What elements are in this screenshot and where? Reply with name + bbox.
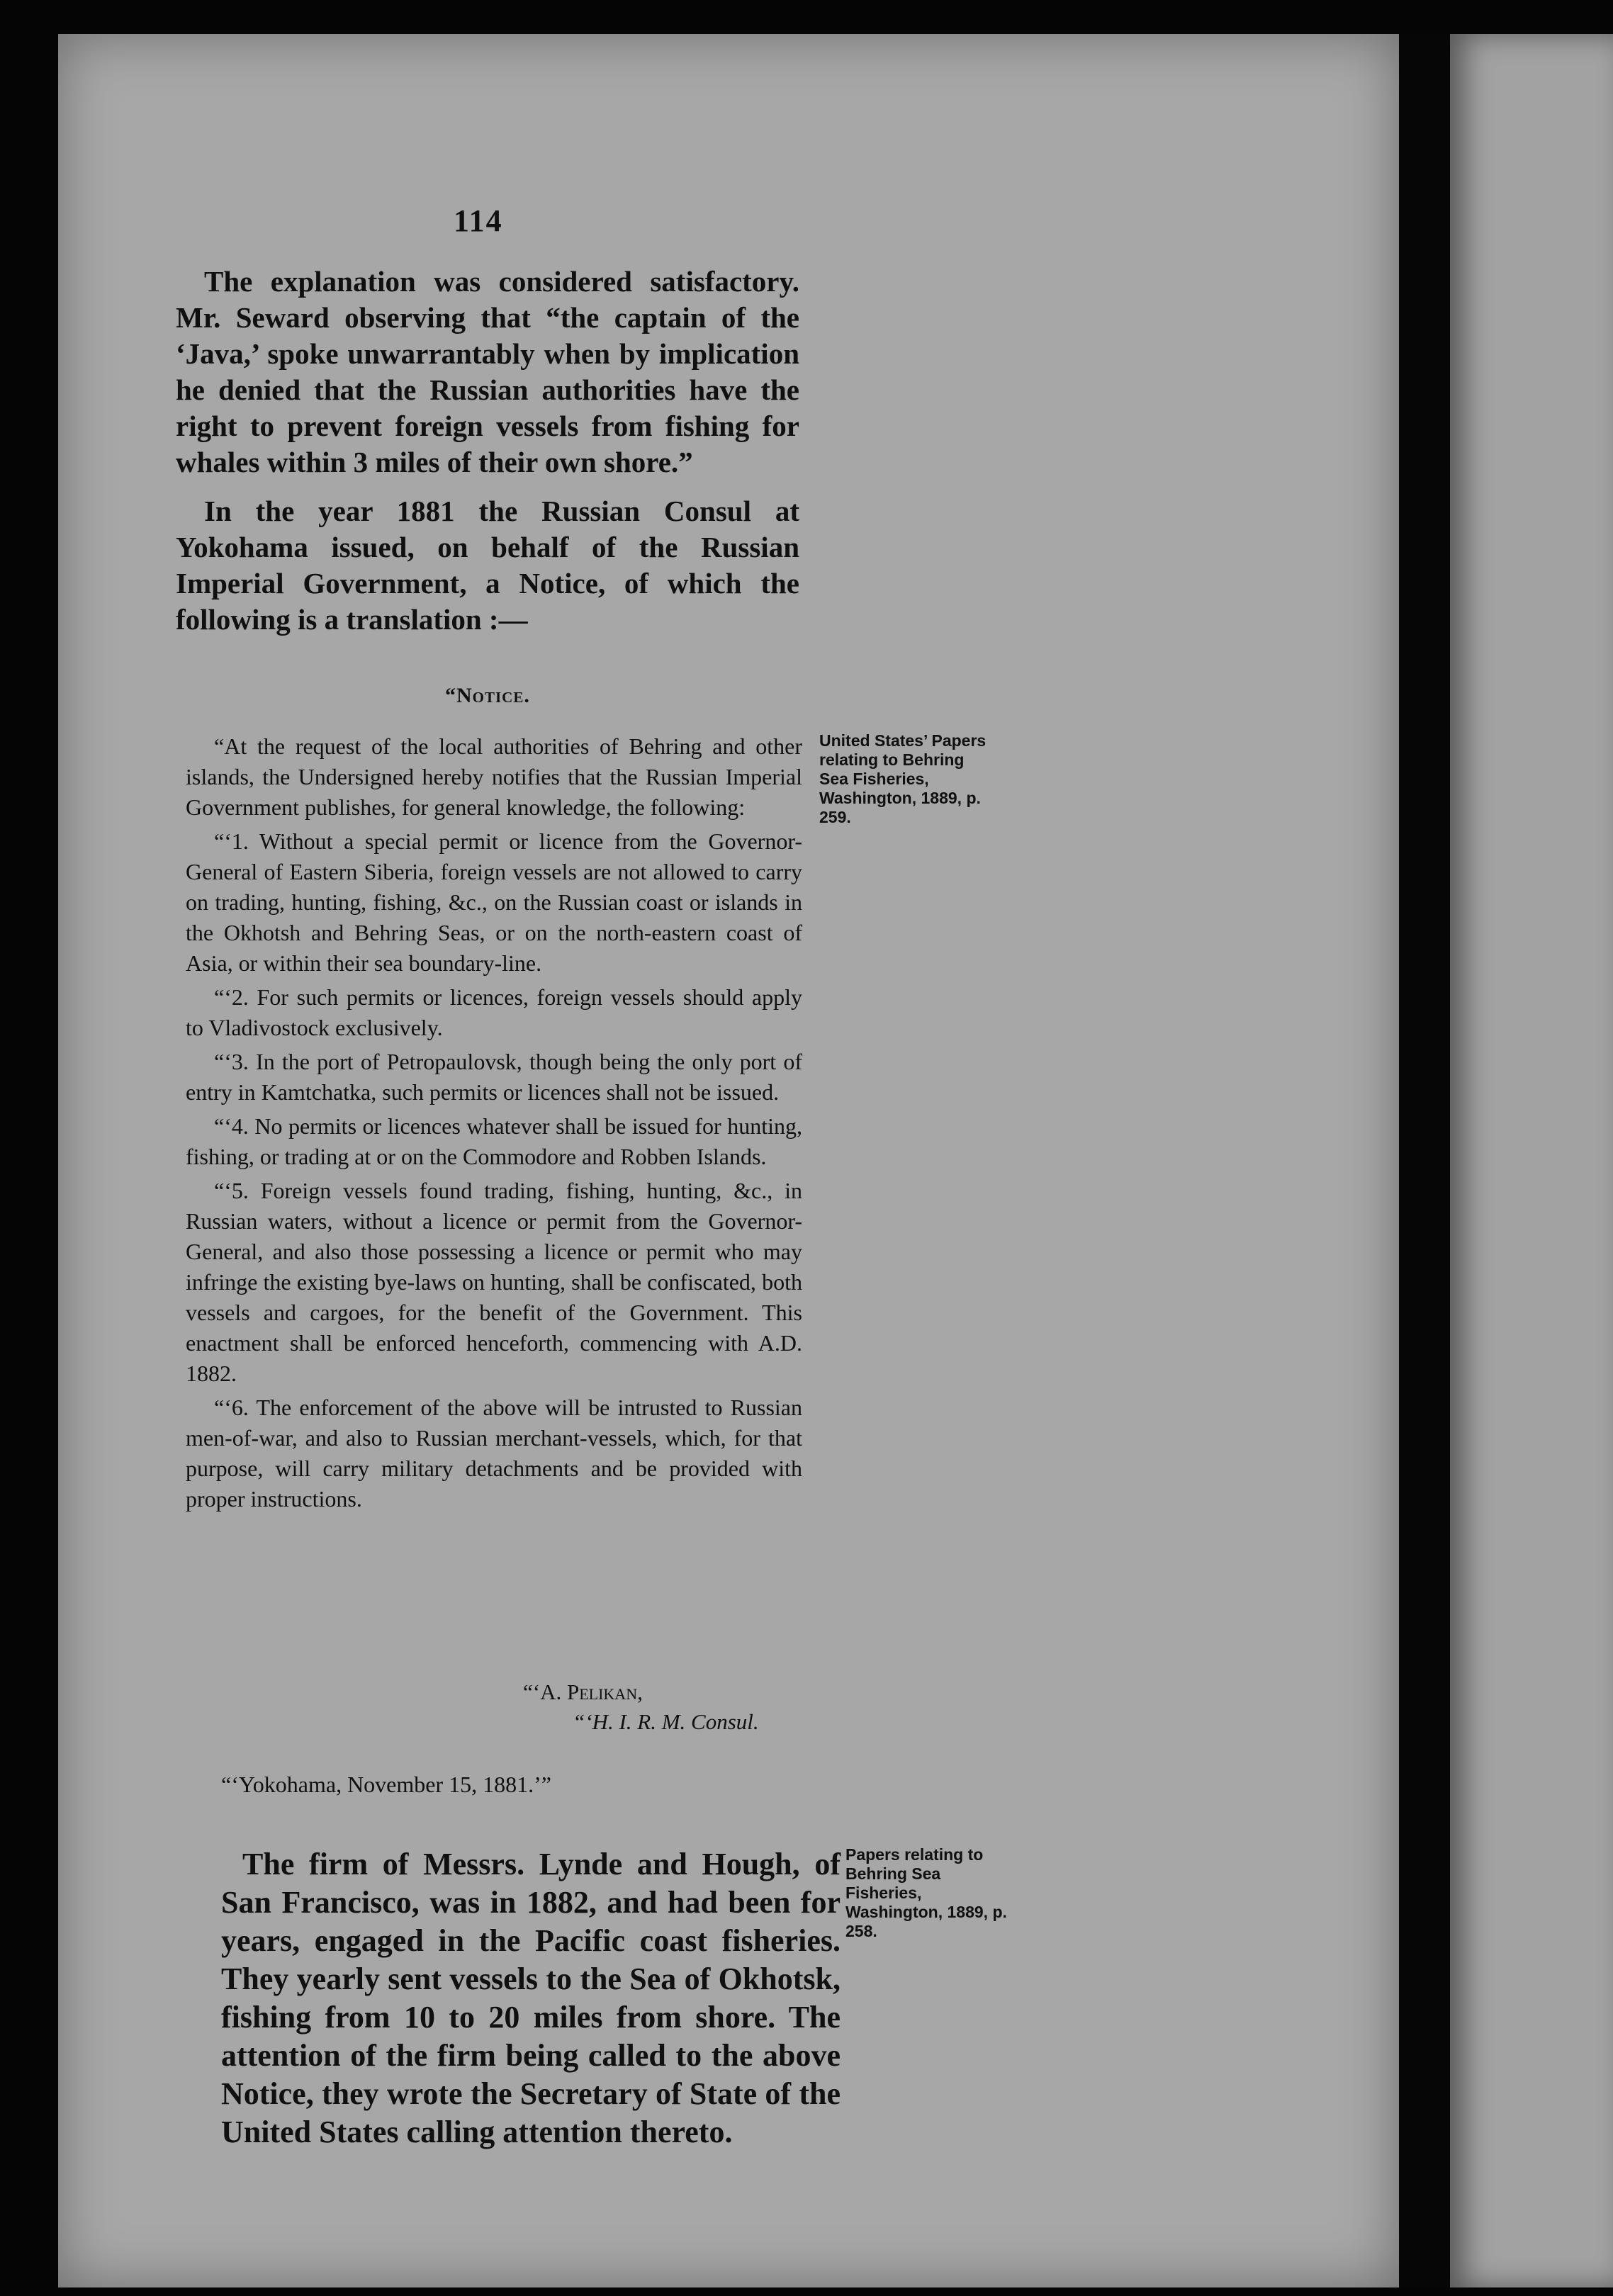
notice-body [186,731,802,1518]
signature-name: “‘A. Pelikan, [523,1679,643,1704]
notice-item-1: “‘1. Without a special permit or licence from the Governor-General of Eastern Siberia, foreign vessels are not allowed to carry on trading, hunting, fishing, &c., on the Russian coast or islands in the Okhotsh and Behring Seas, or on the north-eastern coast of Asia, or within their sea boundary-line. [186,828,802,976]
margin-note-reference-258: Papers relating to Behring Sea Fisheries, Washington, 1889, p. 258. [845,1845,1007,1940]
paragraph-seward: The explanation was considered satisfactory. Mr. Seward observing that “the captain of the ‘Java,’ spoke unwarrantably when by implication he denied that the Russian authorities have the right to prevent foreign vessels from fishing for whales within 3 miles of their own shore.” [176,265,799,478]
notice-item-3: “‘3. In the port of Petropaulovsk, though being the only port of entry in Kamtchatka, such permits or licences shall not be issued. [186,1049,802,1105]
paragraph-lynde-hough: The firm of Messrs. Lynde and Hough, of San Francisco, was in 1882, and had been for years, engaged in the Pacific coast fisheries. They yearly sent vessels to the Sea of Okhotsk, fishing from 10 to 20 miles from shore. The attention of the firm being called to the above Notice, they wrote the Secretary of State of the United States calling attention thereto. [221,1847,841,2149]
notice-item-6: “‘6. The enforcement of the above will be intrusted to Russian men-of-war, and also to Russian merchant-vessels, which, for that purpose, will carry military detachments and be provided with proper instructions. [186,1395,802,1512]
right-page-edge [1450,34,1613,2287]
notice-intro: “At the request of the local authorities of Behring and other islands, the Undersigned hereby notifies that the Russian Imperial Government publishes, for general knowledge, the following: [186,733,802,820]
page-number: 114 [454,203,503,238]
book-gutter [1399,34,1450,2287]
notice-heading: “Notice. [445,684,530,707]
notice-item-5: “‘5. Foreign vessels found trading, fishing, hunting, &c., in Russian waters, without a licence or permit from the Governor-General, and also those possessing a licence or permit who may infringe the existing bye-laws on hunting, shall be confiscated, both vessels and cargoes, for the benefit of the Government. This enactment shall be enforced henceforth, commencing with A.D. 1882. [186,1178,802,1386]
notice-dateline: “‘Yokohama, November 15, 1881.’” [221,1772,551,1797]
notice-item-4: “‘4. No permits or licences whatever shall be issued for hunting, fishing, or trading at or on the Commodore and Robben Islands. [186,1113,802,1169]
signature-title: “‘H. I. R. M. Consul. [573,1709,759,1734]
notice-item-2: “‘2. For such permits or licences, foreign vessels should apply to Vladivostock exclusively. [186,984,802,1040]
paragraph-consul-notice: In the year 1881 the Russian Consul at Yokohama issued, on behalf of the Russian Imperial Government, a Notice, of which the following is a translation :— [176,495,799,636]
margin-note-reference-259: United States’ Papers relating to Behring Sea Fisheries, Washington, 1889, p. 259. [819,731,987,826]
